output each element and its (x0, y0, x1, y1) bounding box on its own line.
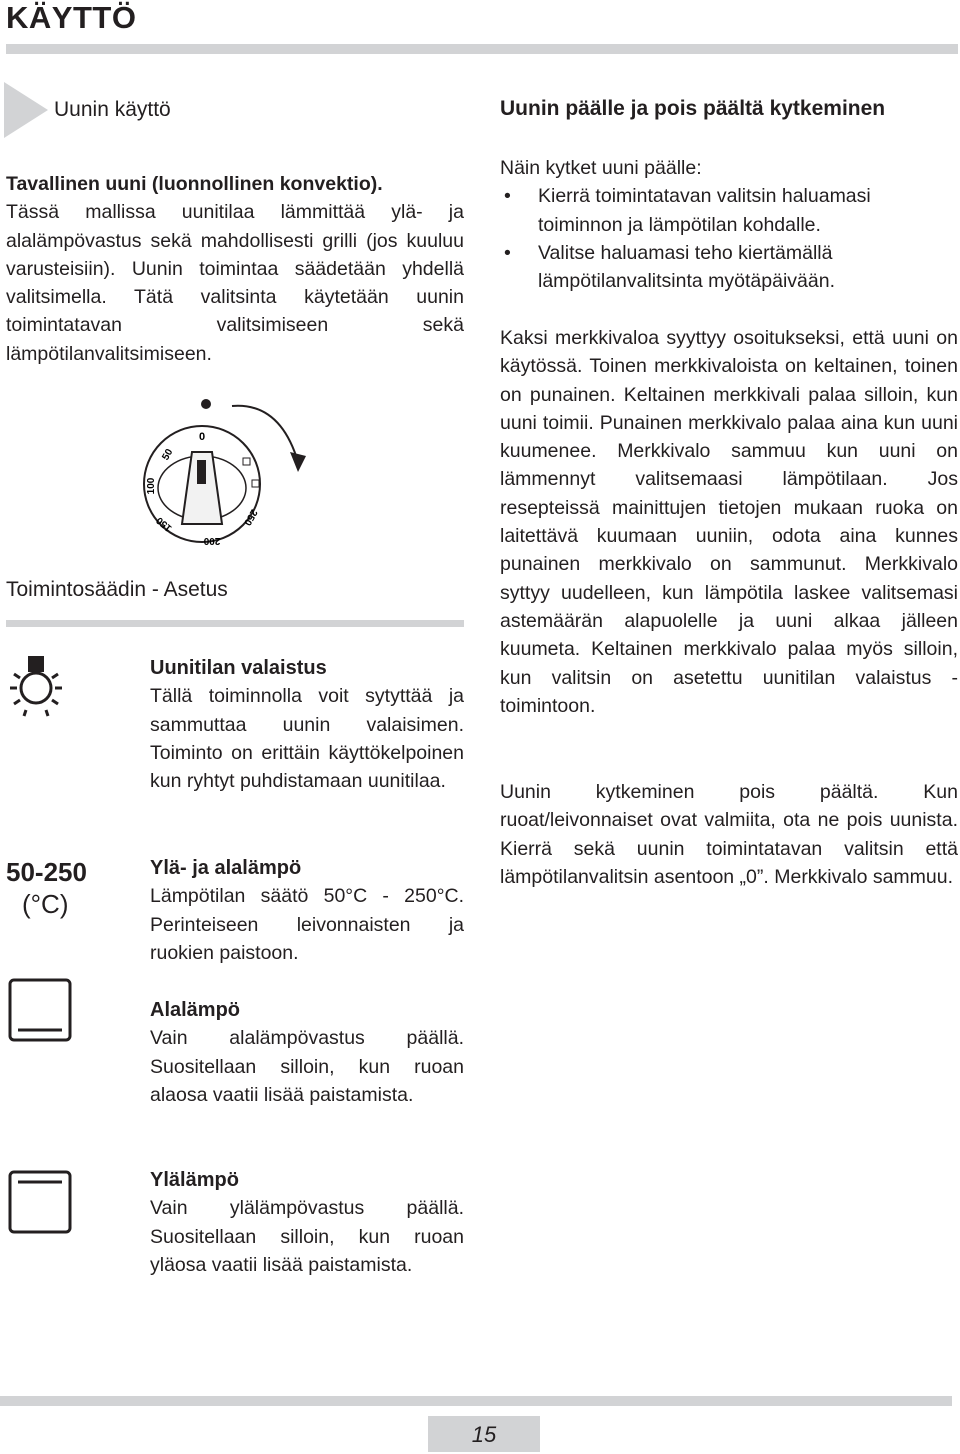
function-bottom-heat-title: Alalämpö (150, 999, 241, 1021)
intro-text: Tässä mallissa uunitilaa lämmittää ylä- ja alalämpövastus sekä mahdollisesti grilli (jos kuuluu varusteisiin). Uunin toimintaa säädetään yhdellä valitsimella. Tätä valitsinta käytetään uunin toimintatavan valitsimiseen sekä lämpötilanvalitsimiseen. (6, 201, 464, 365)
function-light-title: Uunitilan valaistus (150, 657, 327, 679)
page-number: 15 (428, 1416, 540, 1452)
function-light (150, 654, 464, 795)
temperature-unit-text: (°C) (22, 889, 69, 919)
function-top-bottom-title: Ylä- ja alalämpö (150, 857, 302, 879)
turn-off-paragraph: Uunin kytkeminen pois päältä. Kun ruoat/leivonnaiset ovat valmiita, ota ne pois uunista. Kierrä sekä uunin toimintatavan valitsin että lämpötilanvalitsin asentoon „0”. Merkkivalo sammuu. (500, 781, 958, 888)
top-heat-icon (8, 1170, 72, 1234)
light-icon (8, 652, 64, 718)
function-top-heat (150, 1166, 464, 1279)
dial-label-250: 250 (241, 507, 260, 528)
section-title-right: Uunin päälle ja pois päältä kytkeminen (500, 97, 886, 120)
dial-indicator-dot (201, 399, 211, 409)
function-top-bottom (150, 854, 464, 967)
bullet-item: • Kierrä toimintatavan valitsin haluamasi toiminnon ja lämpötilan kohdalle. (500, 182, 958, 239)
dial-label-150: 150 (154, 514, 175, 534)
header-divider (6, 44, 958, 54)
intro-bold: Tavallinen uuni (luonnollinen konvektio). (6, 173, 383, 195)
indicator-paragraph: Kaksi merkkivaloa syyttyy osoitukseksi, että uuni on käytössä. Toinen merkkivaloista on keltainen, toinen on punainen. Keltainen merkkivali palaa silloin, kun uuni toimii. Punainen merkkivalo palaa aina kun uuni kuumenee. Merkkivalo sammuu kun uuni on lämmennyt valitsemaasi lämpötilaan. Jos resepteissä mainittujen tietojen mukaan ruoka on laitettävä kuumaan uuniin, odota aina kunnes punainen merkkivalo on sammunut. Merkkivalo syttyy uudelleen, kun lämpötila laskee valitsemasi astemäärän alapuolelle ja uuni alkaa jälleen kuumeta. Keltainen merkkivalo palaa myös silloin, kun valitsin on asetettu uunitilan valaistus -toimintoon. (500, 327, 958, 717)
section-arrow-icon (4, 82, 48, 138)
footer-divider (0, 1396, 952, 1406)
bottom-heat-icon (8, 978, 72, 1042)
function-bottom-heat (150, 996, 464, 1109)
function-top-heat-title: Ylälämpö (150, 1169, 239, 1191)
settings-divider (6, 620, 464, 627)
section-title-left: Uunin käyttö (54, 98, 171, 121)
dial-label-50: 50 (160, 447, 176, 463)
rotation-arrow-icon (232, 406, 298, 462)
bullet-item: • Valitse haluamasi teho kiertämällä lämpötilanvalitsinta myötäpäivään. (500, 239, 958, 296)
function-light-text: Tällä toiminnolla voit sytyttää ja sammuttaa uunin valaisimen. Toiminto on erittäin käyttökelpoinen kun ryhtyt puhdistamaan uunitilaa. (150, 685, 464, 793)
temperature-range-icon (6, 856, 87, 920)
oven-dial-diagram (140, 392, 320, 552)
function-top-bottom-text: Lämpötilan säätö 50°C - 250°C. Perinteiseen leivonnaisten ja ruokien paistoon. (150, 885, 464, 964)
function-bottom-heat-text: Vain alalämpövastus päällä. Suositellaan silloin, kun ruoan alaosa vaatii lisää paistamista. (150, 1027, 464, 1106)
function-top-heat-text: Vain ylälämpövastus päällä. Suositellaan silloin, kun ruoan yläosa vaatii lisää paistamista. (150, 1197, 464, 1276)
page-title: KÄYTTÖ (6, 0, 137, 35)
dial-label-100: 100 (146, 477, 157, 495)
intro-paragraph (6, 170, 464, 368)
dial-label-0: 0 (198, 431, 206, 443)
dial-label-200: 200 (203, 535, 221, 546)
turn-on-block (500, 154, 958, 295)
temperature-range-text: 50-250 (6, 857, 87, 887)
settings-title: Toimintosäädin - Asetus (6, 578, 228, 601)
turn-on-intro: Näin kytket uuni päälle: (500, 157, 702, 179)
